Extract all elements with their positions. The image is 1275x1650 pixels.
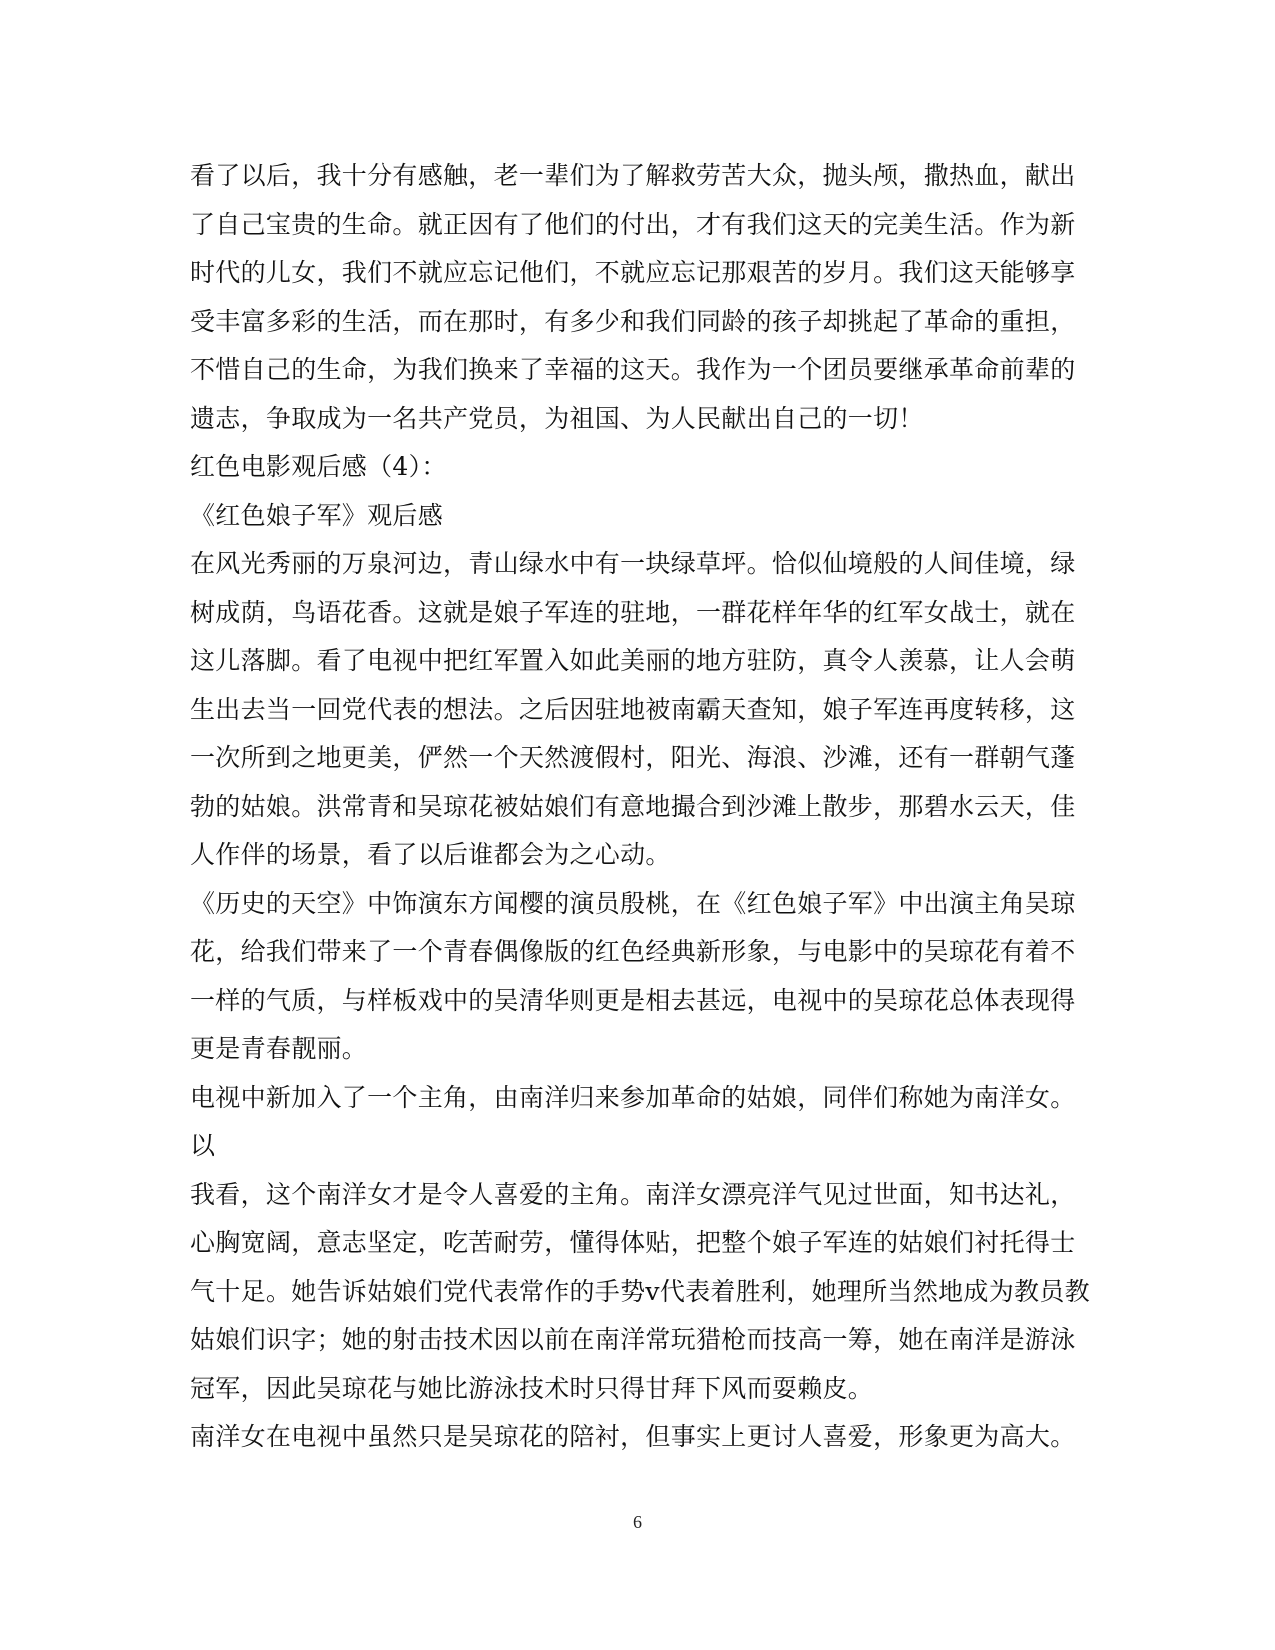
text-line: 以 <box>190 1131 216 1160</box>
text-line: 我看，这个南洋女才是令人喜爱的主角。南洋女漂亮洋气见过世面，知书达礼， <box>190 1179 1076 1209</box>
text-line: 这儿落脚。看了电视中把红军置入如此美丽的地方驻防，真令人羡慕，让人会萌 <box>190 646 1076 675</box>
text-line: 姑娘们识字；她的射击技术因以前在南洋常玩猎枪而技高一筹，她在南洋是游泳 <box>190 1325 1076 1354</box>
text-line: 《历史的天空》中饰演东方闻樱的演员殷桃，在《红色娘子军》中出演主角吴琼 <box>190 888 1076 918</box>
text-line: 生出去当一回党代表的想法。之后因驻地被南霸天查知，娘子军连再度转移，这 <box>190 694 1076 724</box>
text-line: 气十足。她告诉姑娘们党代表常作的手势v代表着胜利，她理所当然地成为教员教 <box>190 1276 1090 1306</box>
text-line: 树成荫，鸟语花香。这就是娘子军连的驻地，一群花样年华的红军女战士，就在 <box>190 597 1076 627</box>
text-line: 遗志，争取成为一名共产党员，为祖国、为人民献出自己的一切！ <box>190 403 924 433</box>
text-line: 勃的姑娘。洪常青和吴琼花被姑娘们有意地撮合到沙滩上散步，那碧水云天，佳 <box>190 791 1076 821</box>
text-line: 不惜自己的生命，为我们换来了幸福的这天。我作为一个团员要继承革命前辈的 <box>190 355 1076 384</box>
text-line: 一次所到之地更美，俨然一个天然渡假村，阳光、海浪、沙滩，还有一群朝气蓬 <box>190 743 1076 772</box>
text-line: 更是青春靓丽。 <box>190 1034 368 1063</box>
text-line: 看了以后，我十分有感触，老一辈们为了解救劳苦大众，抛头颅，撒热血，献出 <box>190 161 1076 190</box>
text-line: 受丰富多彩的生活，而在那时，有多少和我们同龄的孩子却挑起了革命的重担， <box>190 306 1076 336</box>
text-line: 电视中新加入了一个主角，由南洋归来参加革命的姑娘，同伴们称她为南洋女。 <box>190 1082 1076 1112</box>
text-line: 花，给我们带来了一个青春偶像版的红色经典新形象，与电影中的吴琼花有着不 <box>190 937 1076 966</box>
text-line: 在风光秀丽的万泉河边，青山绿水中有一块绿草坪。恰似仙境般的人间佳境，绿 <box>190 549 1076 578</box>
text-line: 南洋女在电视中虽然只是吴琼花的陪衬，但事实上更讨人喜爱，形象更为高大。 <box>190 1422 1076 1451</box>
text-line: 了自己宝贵的生命。就正因有了他们的付出，才有我们这天的完美生活。作为新 <box>190 209 1076 239</box>
text-line: 一样的气质，与样板戏中的吴清华则更是相去甚远，电视中的吴琼花总体表现得 <box>190 985 1076 1015</box>
text-line: 时代的儿女，我们不就应忘记他们，不就应忘记那艰苦的岁月。我们这天能够享 <box>190 258 1076 287</box>
section-heading: 红色电影观后感（4）： <box>190 452 447 481</box>
text-line: 心胸宽阔，意志坚定，吃苦耐劳，懂得体贴，把整个娘子军连的姑娘们衬托得士 <box>190 1228 1076 1257</box>
body-text <box>190 152 1090 1462</box>
text-line: 冠军，因此吴琼花与她比游泳技术时只得甘拜下风而耍赖皮。 <box>190 1373 874 1403</box>
text-line: 人作伴的场景，看了以后谁都会为之心动。 <box>190 840 671 869</box>
article-title: 《红色娘子军》观后感 <box>190 500 444 530</box>
page-number: 6 <box>633 1512 642 1532</box>
